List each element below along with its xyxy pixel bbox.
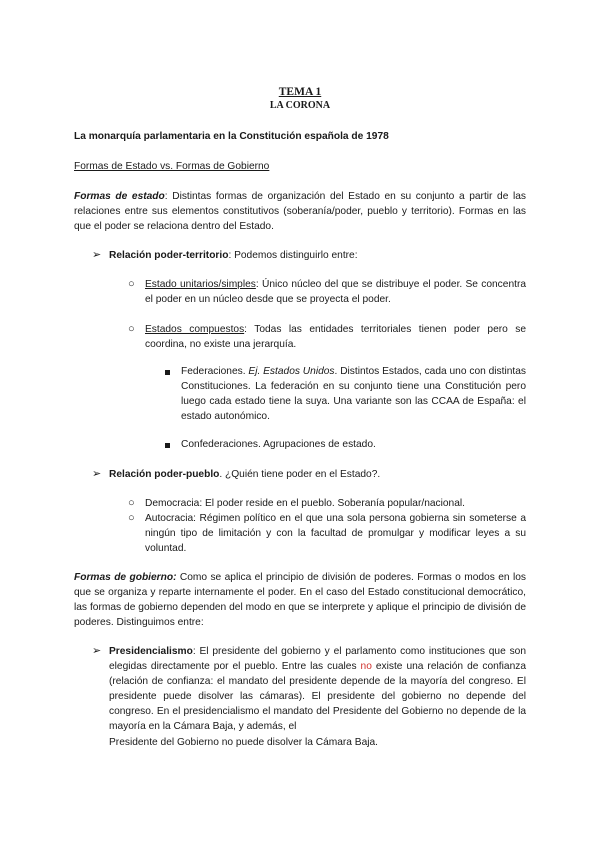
poder-territorio-heading: [109, 248, 529, 263]
list-item-unitario: [145, 277, 526, 307]
poder-pueblo-text: . ¿Quién tiene poder en el Estado?.: [219, 469, 381, 480]
presidencialismo-text-b: existe una relación de confianza (relación de confianza: el mandato del presidente depende de la mayoría del congreso. El presidente puede disolver las cámaras). El presidente del gobierno no depende del congreso. En el presidencialismo el mandato del Presidente del Gobierno no depende de la mayoría en la Cámara Baja, y además, el: [109, 661, 526, 732]
list-item-compuestos: [145, 322, 526, 352]
presidencialismo-term: Presidencialismo: [109, 646, 193, 657]
list-item-federaciones: [181, 364, 526, 424]
square-bullet-icon: [165, 370, 170, 375]
compuestos-term: Estados compuestos: [145, 324, 245, 335]
subsection-title: Formas de Estado vs. Formas de Gobierno: [74, 161, 270, 172]
arrow-bullet-icon: ➢: [92, 468, 102, 480]
presidencialismo-paragraph: [109, 644, 526, 734]
formas-gobierno-text: Como se aplica el principio de división de poderes. Formas o modos en los que se organiza y reparte internamente el poder. En el caso del Estado constitucional democrático, las formas de gobierno dependen del modo en que se interprete y aplique el principio de división de poderes. Distinguimos entre:: [74, 572, 526, 628]
square-bullet-icon: [165, 443, 170, 448]
arrow-bullet-icon: ➢: [92, 645, 102, 657]
list-item-democracia: Democracia: El poder reside en el pueblo. Soberanía popular/nacional.: [145, 498, 465, 509]
circle-bullet-icon: ○: [128, 512, 135, 524]
formas-estado-term: Formas de estado: [74, 191, 165, 202]
list-item-confederaciones: Confederaciones. Agrupaciones de estado.: [181, 439, 376, 450]
circle-bullet-icon: ○: [128, 278, 135, 290]
formas-gobierno-paragraph: [74, 570, 526, 630]
formas-estado-paragraph: [74, 189, 526, 234]
list-item-autocracia: Autocracia: Régimen político en el que una sola persona gobierna sin someterse a ningún tipo de limitación y con la facultad de promulgar y modificar leyes a su voluntad.: [145, 513, 526, 554]
presidencialismo-continuation: Presidente del Gobierno no puede disolver la Cámara Baja.: [109, 737, 378, 748]
compuestos-text: : Todas las entidades territoriales tienen poder pero se coordina, no existe una jerarquía.: [145, 324, 526, 350]
arrow-bullet-icon: ➢: [92, 249, 102, 261]
poder-pueblo-heading: [109, 467, 529, 482]
presidencialismo-text-a: : El presidente del gobierno y el parlamento como instituciones que son elegidas directamente por el pueblo. Entre las cuales: [109, 646, 526, 672]
corona-subtitle: LA CORONA: [269, 100, 331, 111]
presidencialismo-no: no: [360, 661, 372, 672]
circle-bullet-icon: ○: [128, 497, 135, 509]
formas-gobierno-term: Formas de gobierno:: [74, 572, 177, 583]
unitario-text: : Único núcleo del que se distribuye el poder. Se concentra el poder en un núcleo desde que se proyecta el poder.: [145, 279, 526, 305]
section-title: La monarquía parlamentaria en la Constitución española de 1978: [74, 131, 389, 142]
formas-estado-text: : Distintas formas de organización del Estado en su conjunto a partir de las relaciones entre sus elementos constitutivos (soberanía/poder, pueblo y territorio). Formas en las que el poder se relaciona dentro del Estado.: [74, 191, 527, 232]
poder-territorio-term: Relación poder-territorio: [109, 250, 229, 261]
federaciones-lead: Federaciones.: [181, 366, 249, 377]
poder-pueblo-term: Relación poder-pueblo: [109, 469, 220, 480]
poder-territorio-text: : Podemos distinguirlo entre:: [228, 250, 358, 261]
tema-title: TEMA 1: [278, 86, 322, 98]
unitario-term: Estado unitarios/simples: [145, 279, 256, 290]
circle-bullet-icon: ○: [128, 323, 135, 335]
federaciones-text: . Distintos Estados, cada uno con distintas Constituciones. La federación en su conjunto tiene una Constitución pero luego cada estado tiene la suya. Una variante son las CCAA de España: el estado autonómico.: [181, 366, 527, 422]
federaciones-example: Ej. Estados Unidos: [248, 366, 335, 377]
